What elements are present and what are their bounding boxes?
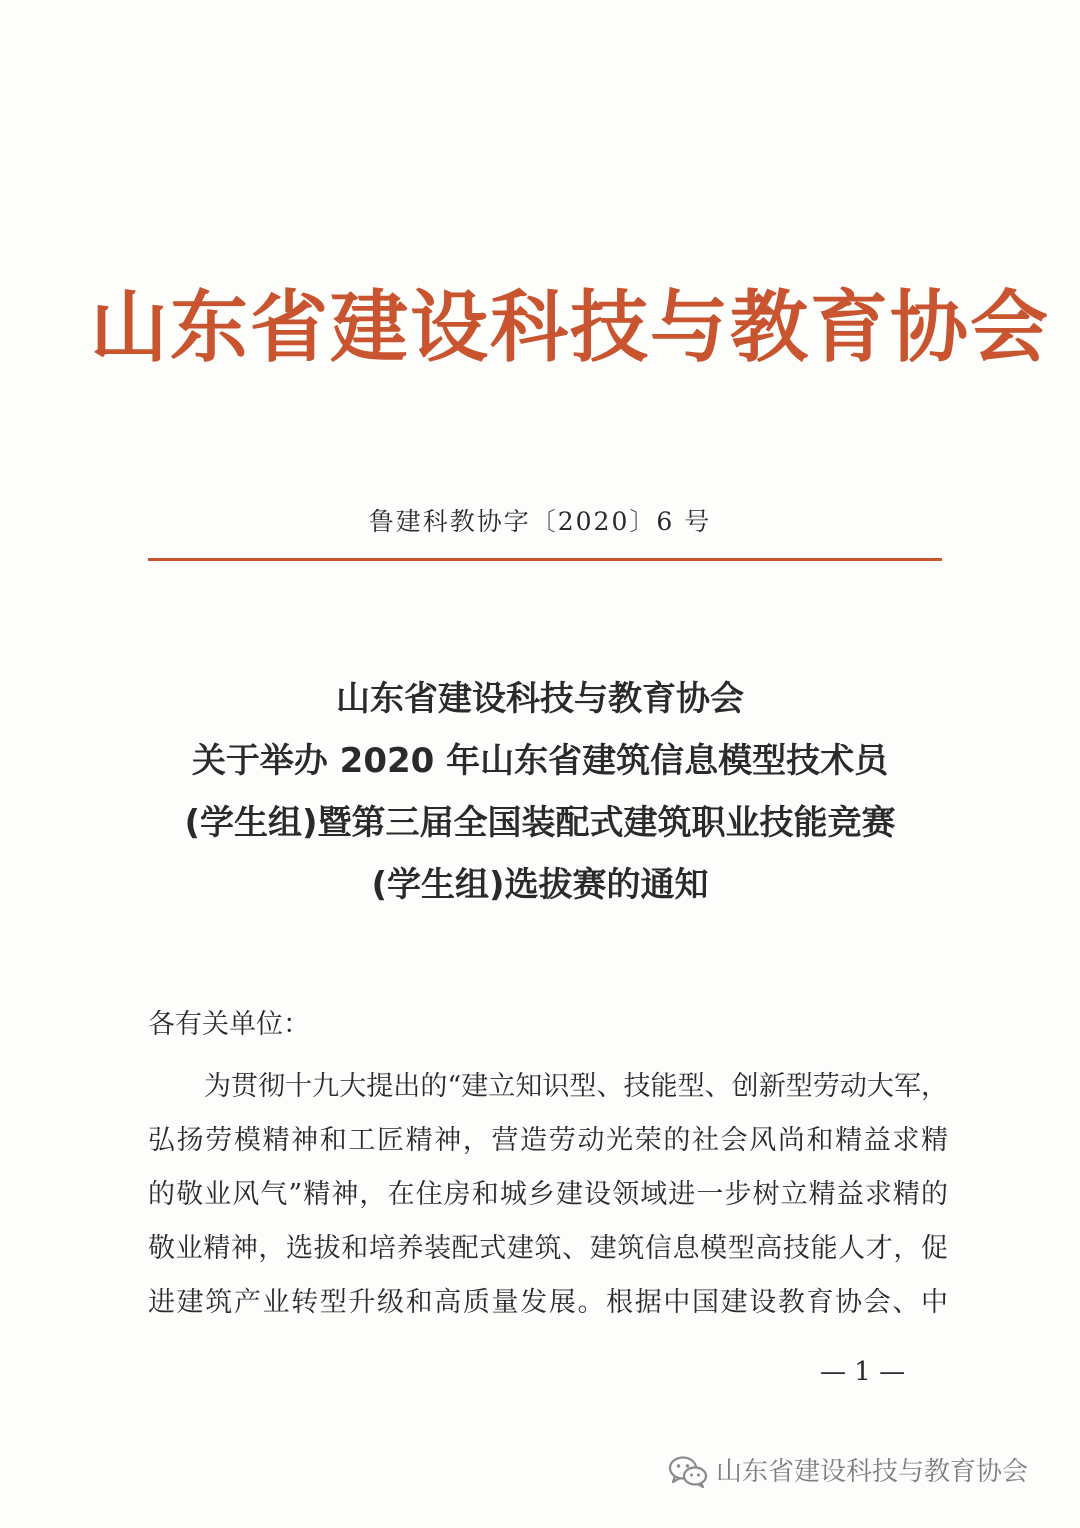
body-paragraph	[148, 1060, 948, 1330]
title-line: 关于举办 2020 年山东省建筑信息模型技术员	[191, 741, 889, 781]
title-line: (学生组)选拔赛的通知	[371, 865, 709, 905]
red-divider-rule	[148, 558, 942, 561]
salutation: 各有关单位：	[148, 1009, 310, 1040]
body-line: 的敬业风气”精神，在住房和城乡建设领域进一步树立精益求精的	[148, 1179, 948, 1210]
body-line: 进建筑产业转型升级和高质量发展。根据中国建设教育协会、中	[148, 1287, 948, 1318]
body-line: 为贯彻十九大提出的“建立知识型、技能型、创新型劳动大军，	[204, 1071, 948, 1102]
letterhead-org-name: 山东省建设科技与教育协会	[90, 283, 1051, 373]
wechat-icon	[668, 1455, 708, 1489]
page-number: — 1 —	[820, 1357, 906, 1387]
title-line: (学生组)暨第三届全国装配式建筑职业技能竞赛	[184, 803, 896, 843]
watermark-text: 山东省建设科技与教育协会	[716, 1457, 1029, 1487]
document-number: 鲁建科教协字〔2020〕6 号	[368, 507, 712, 536]
body-line: 敬业精神，选拔和培养装配式建筑、建筑信息模型高技能人才，促	[148, 1233, 948, 1264]
body-line: 弘扬劳模精神和工匠精神，营造劳动光荣的社会风尚和精益求精	[148, 1125, 948, 1156]
notice-title	[90, 668, 990, 916]
wechat-watermark	[668, 1452, 1028, 1492]
title-line: 山东省建设科技与教育协会	[336, 679, 744, 719]
